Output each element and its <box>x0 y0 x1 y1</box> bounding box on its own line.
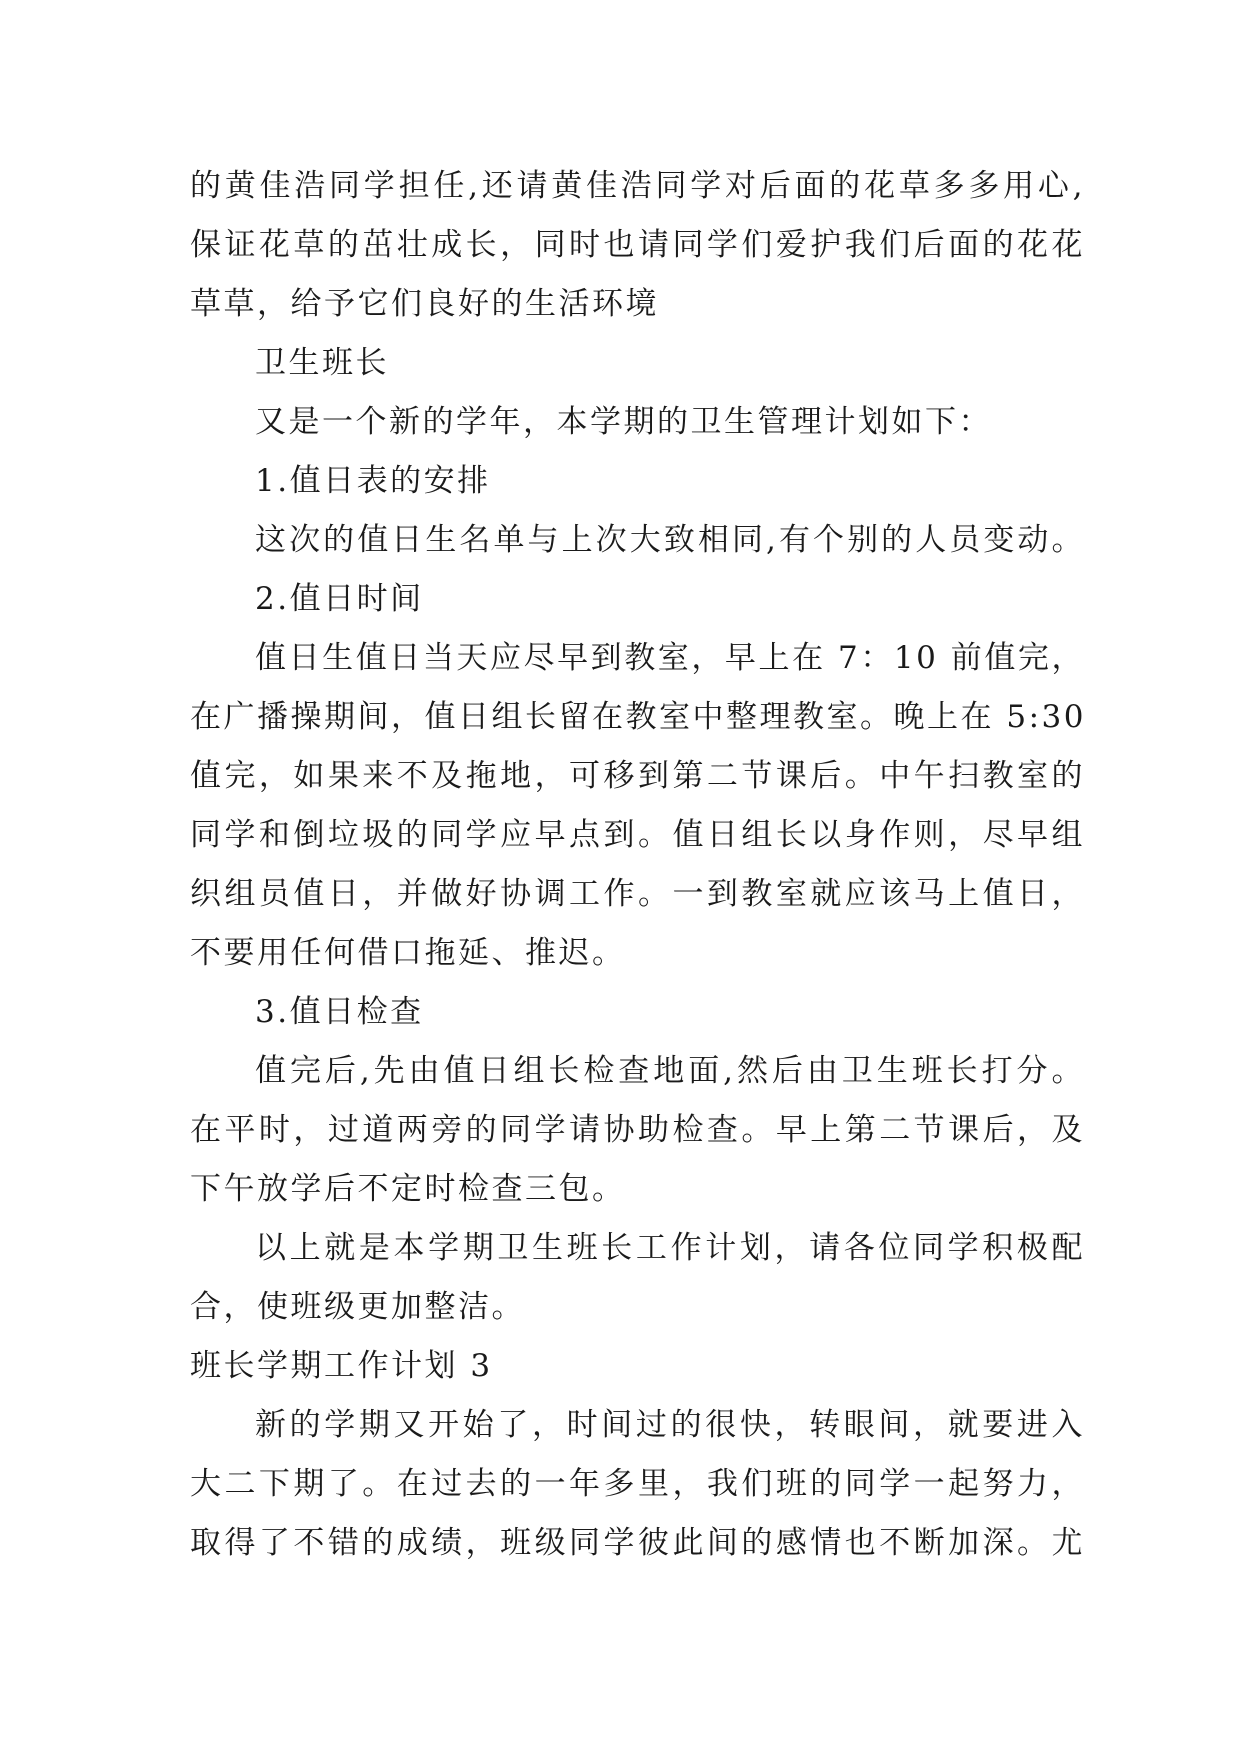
text-line: 保证花草的茁壮成长，同时也请同学们爱护我们后面的花花 <box>190 227 1085 263</box>
section-title: 班长学期工作计划 3 <box>190 1348 493 1384</box>
list-heading: 1.值日表的安排 <box>255 463 491 499</box>
text-line: 值日生值日当天应尽早到教室，早上在 7：10 前值完， <box>255 640 1085 676</box>
list-heading: 3.值日检查 <box>255 994 424 1030</box>
text-line: 在平时，过道两旁的同学请协助检查。早上第二节课后，及 <box>190 1112 1085 1148</box>
list-heading: 2.值日时间 <box>255 581 424 617</box>
text-line: 不要用任何借口拖延、推迟。 <box>190 935 626 971</box>
text-line: 在广播操期间，值日组长留在教室中整理教室。晚上在 5:30 <box>190 699 1086 735</box>
text-line: 值完，如果来不及拖地，可移到第二节课后。中午扫教室的 <box>190 758 1085 794</box>
text-line: 织组员值日，并做好协调工作。一到教室就应该马上值日， <box>190 876 1085 912</box>
section-heading: 卫生班长 <box>255 345 389 381</box>
text-line: 新的学期又开始了，时间过的很快，转眼间，就要进入 <box>255 1407 1085 1443</box>
text-line: 值完后,先由值日组长检查地面,然后由卫生班长打分。 <box>255 1053 1085 1089</box>
text-line: 大二下期了。在过去的一年多里，我们班的同学一起努力， <box>190 1466 1085 1502</box>
text-line: 这次的值日生名单与上次大致相同,有个别的人员变动。 <box>255 522 1085 558</box>
text-line: 又是一个新的学年，本学期的卫生管理计划如下： <box>255 404 992 440</box>
text-line: 同学和倒垃圾的同学应早点到。值日组长以身作则，尽早组 <box>190 817 1085 853</box>
text-line: 的黄佳浩同学担任,还请黄佳浩同学对后面的花草多多用心, <box>190 168 1085 204</box>
text-line: 合，使班级更加整洁。 <box>190 1289 525 1325</box>
text-line: 下午放学后不定时检查三包。 <box>190 1171 626 1207</box>
text-line: 以上就是本学期卫生班长工作计划，请各位同学积极配 <box>255 1230 1085 1266</box>
text-line: 取得了不错的成绩，班级同学彼此间的感情也不断加深。尤 <box>190 1525 1085 1561</box>
text-line: 草草，给予它们良好的生活环境 <box>190 286 659 322</box>
